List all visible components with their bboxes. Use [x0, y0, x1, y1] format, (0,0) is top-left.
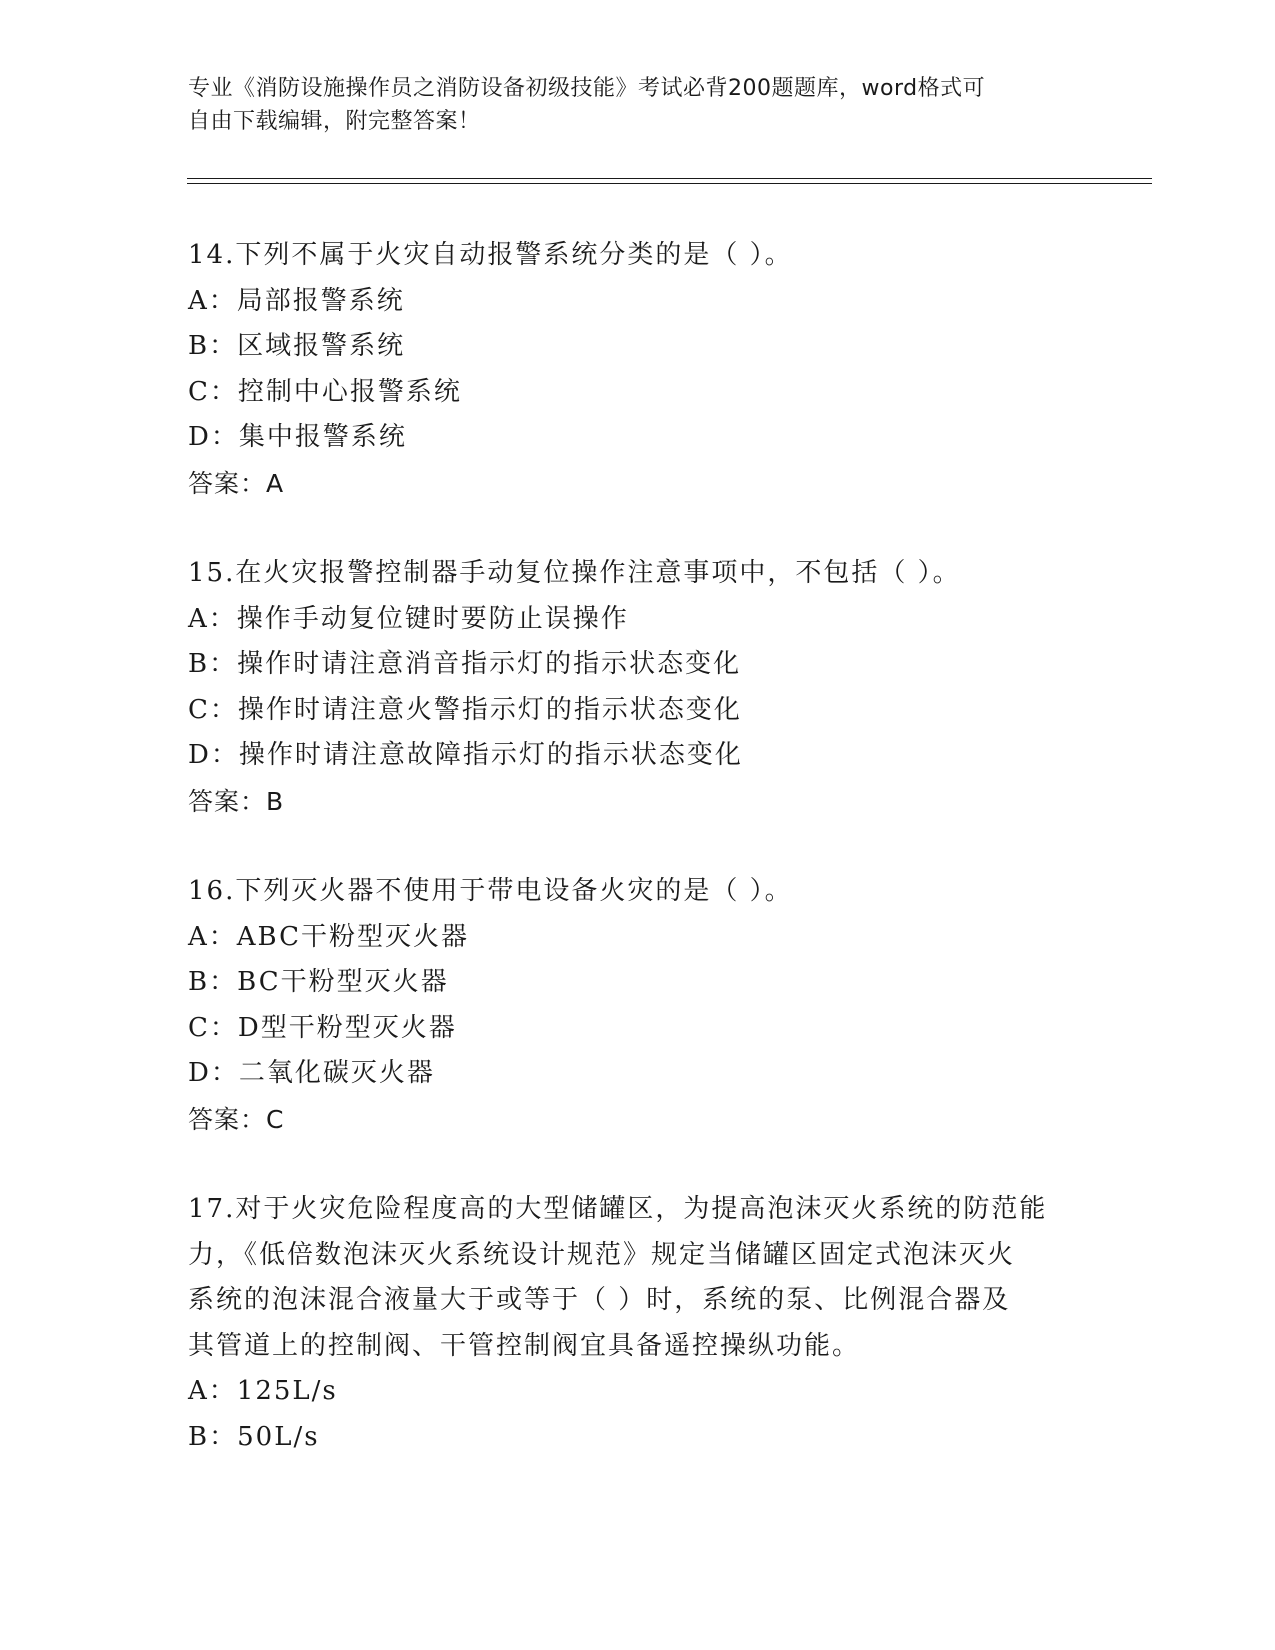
option-d: D：操作时请注意故障指示灯的指示状态变化: [188, 740, 743, 770]
answer-text: 答案：A: [188, 468, 285, 498]
option-d: D：集中报警系统: [188, 422, 407, 452]
question-14: [188, 233, 1088, 506]
option-b: B：50L/s: [188, 1421, 320, 1452]
option-a: A：局部报警系统: [188, 285, 405, 316]
header-line-2: 自由下载编辑，附完整答案！: [188, 109, 481, 134]
question-stem-line-1: 17.对于火灾危险程度高的大型储罐区，为提高泡沫灭火系统的防范能: [188, 1194, 1048, 1224]
answer-text: 答案：B: [188, 786, 285, 816]
option-d: D：二氧化碳灭火器: [188, 1058, 435, 1088]
question-stem: 16.下列灭火器不使用于带电设备火灾的是（ ）。: [188, 876, 793, 906]
option-c: C：操作时请注意火警指示灯的指示状态变化: [188, 694, 742, 725]
document-header: [188, 72, 1088, 138]
question-stem-line-4: 其管道上的控制阀、干管控制阀宜具备遥控操纵功能。: [188, 1330, 861, 1361]
question-stem: 14.下列不属于火灾自动报警系统分类的是（ ）。: [188, 240, 793, 270]
header-line-1: 专业《消防设施操作员之消防设备初级技能》考试必背200题题库，word格式可: [188, 76, 986, 101]
option-b: B：操作时请注意消音指示灯的指示状态变化: [188, 649, 742, 679]
option-a: A：操作手动复位键时要防止误操作: [188, 603, 629, 634]
header-divider-top: [187, 178, 1152, 179]
question-17: [188, 1187, 1088, 1460]
option-c: C：D型干粉型灭火器: [188, 1012, 457, 1043]
answer-text: 答案：C: [188, 1104, 285, 1134]
question-15: [188, 551, 1088, 824]
option-b: B：区域报警系统: [188, 331, 406, 361]
question-16: [188, 869, 1088, 1142]
option-a: A：ABC干粉型灭火器: [188, 921, 470, 952]
question-stem-line-2: 力，《低倍数泡沫灭火系统设计规范》规定当储罐区固定式泡沫灭火: [188, 1239, 1016, 1270]
option-b: B：BC干粉型灭火器: [188, 967, 449, 997]
question-stem: 15.在火灾报警控制器手动复位操作注意事项中，不包括（ ）。: [188, 558, 961, 588]
option-a: A：125L/s: [188, 1376, 338, 1406]
header-divider-bottom: [187, 183, 1152, 184]
question-stem-line-3: 系统的泡沫混合液量大于或等于（ ）时，系统的泵、比例混合器及: [188, 1285, 1011, 1315]
option-c: C：控制中心报警系统: [188, 376, 462, 407]
